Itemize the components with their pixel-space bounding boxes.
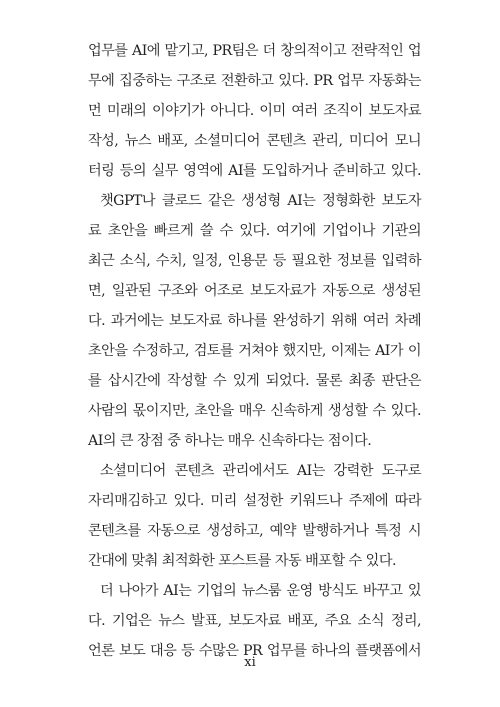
text-line: 사람의 몫이지만, 초안을 매우 신속하게 생성할 수 있다.	[88, 403, 421, 419]
page-number: xi	[244, 655, 256, 670]
text-line: 챗GPT나 클로드 같은 생성형 AI는 정형화한 보도자	[100, 193, 421, 209]
text-line: 자리매김하고 있다. 미리 설정한 키워드나 주제에 따라	[88, 493, 421, 509]
text-line: 최근 소식, 수치, 일정, 인용문 등 필요한 정보를 입력하	[88, 253, 421, 269]
text-line: 업무를 AI에 맡기고, PR팀은 더 창의적이고 전략적인 업	[88, 43, 421, 59]
text-line: 무에 집중하는 구조로 전환하고 있다. PR 업무 자동화는	[88, 73, 421, 89]
text-line: 면, 일관된 구조와 어조로 보도자료가 자동으로 생성된	[88, 283, 421, 299]
text-line: 료 초안을 빠르게 쓸 수 있다. 여기에 기업이나 기관의	[88, 223, 421, 239]
text-line: 먼 미래의 이야기가 아니다. 이미 여러 조직이 보도자료	[88, 103, 421, 119]
page-body	[88, 36, 421, 666]
text-line: 간대에 맞춰 최적화한 포스트를 자동 배포할 수 있다.	[88, 553, 396, 569]
text-line: 더 나아가 AI는 기업의 뉴스룸 운영 방식도 바꾸고 있	[100, 583, 421, 599]
text-line: 작성, 뉴스 배포, 소셜미디어 콘텐츠 관리, 미디어 모니	[88, 133, 421, 149]
text-line: 다. 과거에는 보도자료 하나를 완성하기 위해 여러 차례	[88, 313, 421, 329]
text-line: 를 삽시간에 작성할 수 있게 되었다. 물론 최종 판단은	[88, 373, 421, 389]
text-line: 언론 보도 대응 등 수많은 PR 업무를 하나의 플랫폼에서	[88, 643, 421, 659]
text-line: AI의 큰 장점 중 하나는 매우 신속하다는 점이다.	[88, 433, 372, 449]
text-line: 콘텐츠를 자동으로 생성하고, 예약 발행하거나 특정 시	[88, 523, 421, 539]
text-line: 터링 등의 실무 영역에 AI를 도입하거나 준비하고 있다.	[88, 163, 421, 179]
text-line: 다. 기업은 뉴스 발표, 보도자료 배포, 주요 소식 정리,	[88, 613, 421, 629]
text-line: 소셜미디어 콘텐츠 관리에서도 AI는 강력한 도구로	[100, 463, 421, 479]
text-line: 초안을 수정하고, 검토를 거쳐야 했지만, 이제는 AI가 이	[88, 343, 421, 359]
